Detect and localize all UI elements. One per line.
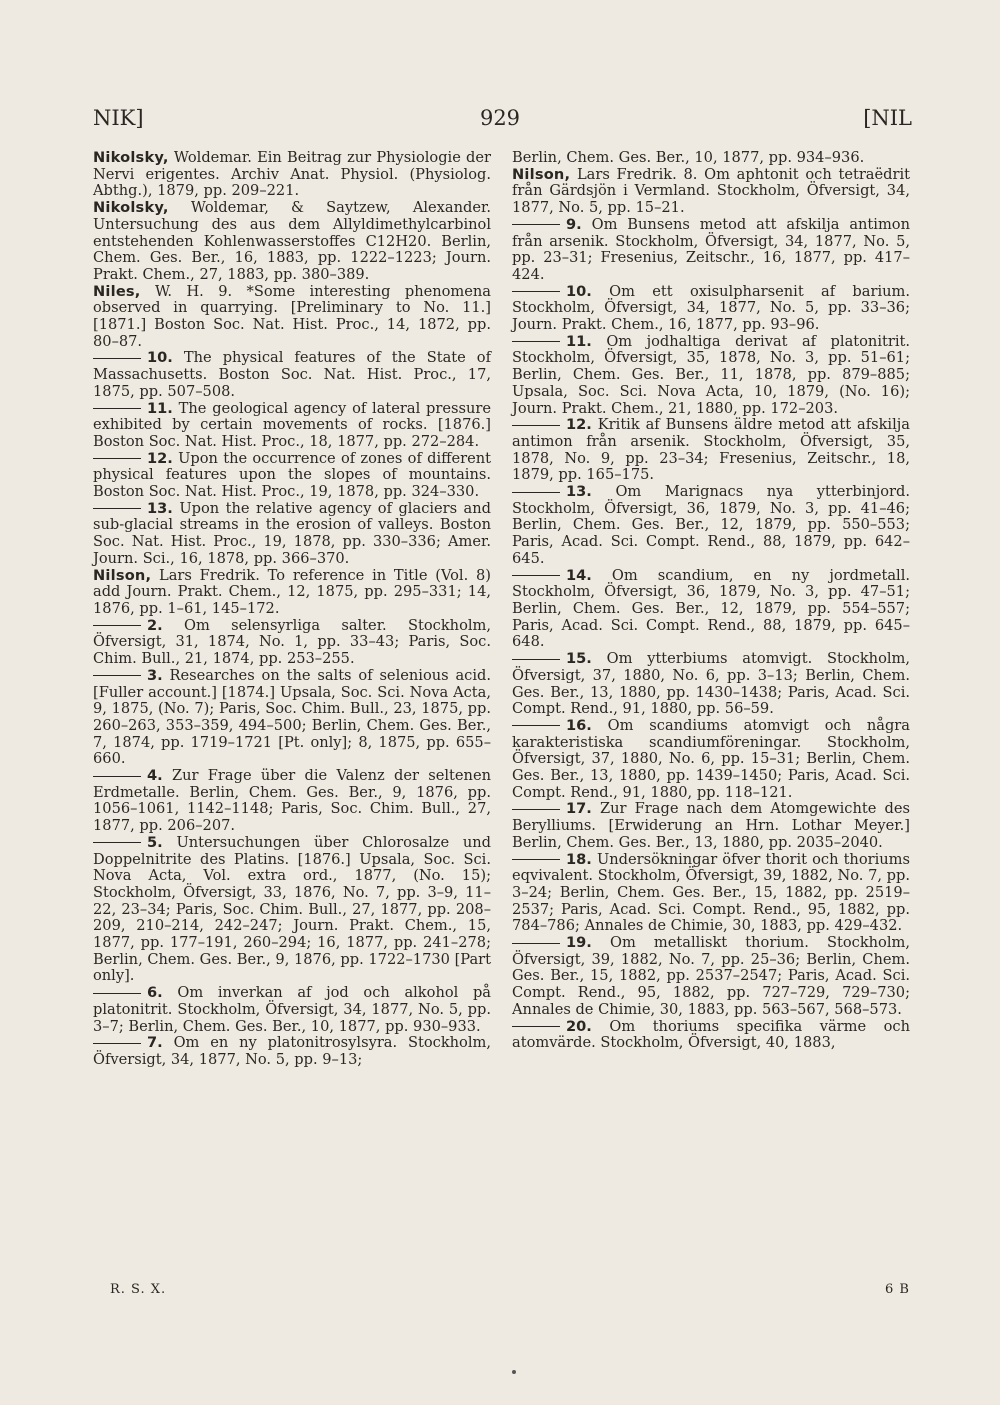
- entry-author: Nilson,: [512, 165, 571, 183]
- entry-number: 12.: [566, 416, 592, 434]
- ditto-dash: [512, 575, 560, 576]
- bibliography-entry: [93, 284, 491, 351]
- entry-text: Kritik af Bunsens äldre metod att afskilja antimon från arsenik. Stockholm, Öfversigt, 35, 1878, No. 9, pp. 23–34; Fresenius, Zeitschr., 18, 1879, pp. 165–175.: [512, 416, 910, 484]
- ditto-dash: [512, 859, 560, 860]
- entry-number: 11.: [566, 332, 592, 350]
- entry-text: Om scandium, en ny jordmetall. Stockholm, Öfversigt, 36, 1879, No. 3, pp. 47–51; Berlin, Chem. Ges. Ber., 12, 1879, pp. 554–557; Paris, Acad. Sci. Compt. Rend., 88, 1879, pp. 645–648.: [512, 566, 910, 651]
- entry-text: Om ytterbiums atomvigt. Stockholm, Öfversigt, 37, 1880, No. 6, pp. 3–13; Berlin, Chem. Ges. Ber., 13, 1880, pp. 1430–1438; Paris, Acad. Sci. Compt. Rend., 91, 1880, pp. 56–59.: [512, 650, 910, 718]
- entry-text: Lars Fredrik. 8. Om aphtonit och tetraëdrit från Gärdsjön i Vermland. Stockholm, Öfversigt, 34, 1877, No. 5, pp. 15–21.: [512, 165, 910, 217]
- bibliography-entry: [93, 451, 491, 501]
- entry-number: 17.: [566, 800, 592, 818]
- bibliography-entry: [93, 501, 491, 568]
- ditto-dash: [512, 1026, 560, 1027]
- bibliography-entry: [512, 1019, 910, 1052]
- ditto-dash: [512, 659, 560, 660]
- bibliography-entry: [93, 200, 491, 284]
- entry-number: 16.: [566, 716, 592, 734]
- ditto-dash: [512, 425, 560, 426]
- entry-text: Zur Frage über die Valenz der seltenen Erdmetalle. Berlin, Chem. Ges. Ber., 9, 1876, pp. 1056–1061, 1142–1148; Paris, Soc. Chim. Bull., 27, 1877, pp. 206–207.: [93, 767, 491, 835]
- ditto-dash: [512, 725, 560, 726]
- bibliography-entry: [512, 284, 910, 334]
- bibliography-entry: [512, 484, 910, 568]
- ditto-dash: [512, 291, 560, 292]
- ditto-dash: [93, 625, 141, 626]
- bibliography-entry: [93, 768, 491, 835]
- ditto-dash: [93, 358, 141, 359]
- bibliography-entry: [512, 217, 910, 284]
- entry-text: Woldemar, & Saytzew, Alexander. Untersuchung des aus dem Allyldimethylcarbinol entstehenden Kohlenwasserstoffes C12H20. Berlin, Chem. Ges. Ber., 16, 1883, pp. 1222–1223; Journ. Prakt. Chem., 27, 1883, pp. 380–389.: [93, 199, 491, 283]
- entry-number: 7.: [147, 1034, 163, 1052]
- bibliography-entry: [512, 801, 910, 851]
- entry-text: Researches on the salts of selenious acid. [Fuller account.] [1874.] Upsala, Soc. Sci. Nova Acta, 9, 1875, (No. 7); Paris, Soc. Chim. Bull., 23, 1875, pp. 260–263, 353–359, 494–500; Berlin, Chem. Ges. Ber., 7, 1874, pp. 1719–1721 [Pt. only]; 8, 1875, pp. 655–660.: [93, 666, 491, 768]
- entry-number: 5.: [147, 833, 163, 851]
- entry-text: W. H. 9. *Some interesting phenomena observed in quarrying. [Preliminary to No. 11.] [1871.] Boston Soc. Nat. Hist. Proc., 14, 1872, pp. 80–87.: [93, 282, 491, 350]
- entry-text: Om selensyrliga salter. Stockholm, Öfversigt, 31, 1874, No. 1, pp. 33–43; Paris, Soc. Chim. Bull., 21, 1874, pp. 253–255.: [93, 616, 491, 668]
- ditto-dash: [512, 224, 560, 225]
- ditto-dash: [512, 943, 560, 944]
- page-number: 929: [479, 106, 521, 130]
- entry-text: Om en ny platonitrosylsyra. Stockholm, Öfversigt, 34, 1877, No. 5, pp. 9–13;: [93, 1034, 491, 1068]
- entry-number: 14.: [566, 566, 592, 584]
- bibliography-entry: [512, 718, 910, 802]
- entry-author: Niles,: [93, 282, 141, 300]
- signature-mark: R. S. X.: [110, 1282, 167, 1297]
- entry-number: 18.: [566, 850, 592, 868]
- entry-text: Om scandiums atomvigt och några karakteristiska scandiumföreningar. Stockholm, Öfversigt, 37, 1880, No. 6, pp. 15–31; Berlin, Chem. Ges. Ber., 13, 1880, pp. 1439–1450; Paris, Acad. Sci. Compt. Rend., 91, 1880, pp. 118–121.: [512, 716, 910, 801]
- entry-text: Om Bunsens metod att afskilja antimon från arsenik. Stockholm, Öfversigt, 34, 1877, No. 5, pp. 23–31; Fresenius, Zeitschr., 16, 1877, pp. 417–424.: [512, 215, 910, 283]
- entry-text: Upon the relative agency of glaciers and sub-glacial streams in the erosion of valleys. Boston Soc. Nat. Hist. Proc., 19, 1878, pp. 330–336; Amer. Journ. Sci., 16, 1878, pp. 366–370.: [93, 499, 491, 567]
- bibliography-entry: [512, 334, 910, 418]
- entry-text: Undersökningar öfver thorit och thoriums eqvivalent. Stockholm, Öfversigt, 39, 1882, No. 7, pp. 3–24; Berlin, Chem. Ges. Ber., 15, 1882, pp. 2519–2537; Paris, Acad. Sci. Compt. Rend., 95, 1882, pp. 784–786; Annales de Chimie, 30, 1883, pp. 429–432.: [512, 850, 910, 935]
- ditto-dash: [93, 842, 141, 843]
- ditto-dash: [93, 458, 141, 459]
- bibliography-entry: [93, 835, 491, 985]
- entry-number: 10.: [147, 349, 173, 367]
- bibliography-entry: [93, 668, 491, 768]
- entry-text: Om metalliskt thorium. Stockholm, Öfversigt, 39, 1882, No. 7, pp. 25–36; Berlin, Chem. Ges. Ber., 15, 1882, pp. 2537–2547; Paris, Acad. Sci. Compt. Rend., 95, 1882, pp. 727–729, 729–730; Annales de Chimie, 30, 1883, pp. 563–567, 568–573.: [512, 934, 910, 1018]
- entry-number: 6.: [147, 984, 163, 1002]
- ditto-dash: [93, 776, 141, 777]
- entry-text: Zur Frage nach dem Atomgewichte des Berylliums. [Erwiderung an Hrn. Lothar Meyer.] Berlin, Chem. Ges. Ber., 13, 1880, pp. 2035–2040.: [512, 800, 910, 851]
- right-column: [512, 150, 910, 1052]
- sheet-mark: 6 B: [885, 1282, 910, 1297]
- entry-text: Upon the occurrence of zones of different physical features upon the slopes of mountains. Boston Soc. Nat. Hist. Proc., 19, 1878, pp. 324–330.: [93, 449, 491, 501]
- ditto-dash: [93, 675, 141, 676]
- ditto-dash: [512, 341, 560, 342]
- entry-number: 9.: [566, 215, 582, 233]
- entry-author: Nilson,: [93, 566, 152, 584]
- page-speck: [512, 1370, 516, 1374]
- entry-text: Untersuchungen über Chlorosalze und Doppelnitrite des Platins. [1876.] Upsala, Soc. Sci. Nova Acta, Vol. extra ord., 1877, (No. 15); Stockholm, Öfversigt, 33, 1876, No. 7, pp. 3–9, 11–22, 23–34; Paris, Soc. Chim. Bull., 27, 1877, pp. 208–209, 210–214, 242–247; Journ. Prakt. Chem., 15, 1877, pp. 177–191, 260–294; 16, 1877, pp. 241–278; Berlin, Chem. Ges. Ber., 9, 1876, pp. 1722–1730 [Part only].: [93, 833, 491, 985]
- entry-text: Woldemar. Ein Beitrag zur Physiologie der Nervi erigentes. Archiv Anat. Physiol. (Physiolog. Abthg.), 1879, pp. 209–221.: [93, 149, 491, 200]
- entry-number: 4.: [147, 767, 163, 785]
- bibliography-entry: [512, 651, 910, 718]
- entry-author: Nikolsky,: [93, 149, 169, 166]
- entry-number: 10.: [566, 282, 592, 300]
- left-column: [93, 150, 491, 1069]
- bibliography-entry: [93, 350, 491, 400]
- ditto-dash: [512, 809, 560, 810]
- running-head-right: [NIL: [863, 106, 912, 130]
- bibliography-entry: [512, 150, 910, 167]
- ditto-dash: [512, 492, 560, 493]
- ditto-dash: [93, 408, 141, 409]
- entry-text: Om inverkan af jod och alkohol på platonitrit. Stockholm, Öfversigt, 34, 1877, No. 5, pp. 3–7; Berlin, Chem. Ges. Ber., 10, 1877, pp. 930–933.: [93, 984, 491, 1035]
- entry-text: Lars Fredrik. To reference in Title (Vol. 8) add Journ. Prakt. Chem., 12, 1875, pp. 295–331; 14, 1876, pp. 1–61, 145–172.: [93, 566, 491, 617]
- entry-text: The physical features of the State of Massachusetts. Boston Soc. Nat. Hist. Proc., 17, 1875, pp. 507–508.: [93, 349, 491, 400]
- bibliography-entry: [93, 150, 491, 200]
- entry-author: Nikolsky,: [93, 199, 169, 217]
- bibliography-entry: [93, 618, 491, 668]
- entry-number: 13.: [147, 499, 173, 517]
- entry-text: Om jodhaltiga derivat af platonitrit. Stockholm, Öfversigt, 35, 1878, No. 3, pp. 51–61; Berlin, Chem. Ges. Ber., 11, 1878, pp. 879–885; Upsala, Soc. Sci. Nova Acta, 10, 1879, (No. 16); Journ. Prakt. Chem., 21, 1880, pp. 172–203.: [512, 332, 910, 417]
- entry-number: 13.: [566, 483, 592, 501]
- running-head-left: NIK]: [93, 106, 144, 130]
- entry-text: Berlin, Chem. Ges. Ber., 10, 1877, pp. 934–936.: [512, 149, 865, 166]
- bibliography-entry: [93, 568, 491, 618]
- entry-number: 19.: [566, 934, 592, 952]
- bibliography-entry: [512, 417, 910, 484]
- entry-text: Om ett oxisulpharsenit af barium. Stockholm, Öfversigt, 34, 1877, No. 5, pp. 33–36; Journ. Prakt. Chem., 16, 1877, pp. 93–96.: [512, 282, 910, 334]
- entry-number: 12.: [147, 449, 173, 467]
- ditto-dash: [93, 508, 141, 509]
- bibliography-entry: [512, 568, 910, 652]
- entry-text: Om thoriums specifika värme och atomvärde. Stockholm, Öfversigt, 40, 1883,: [512, 1017, 910, 1052]
- bibliography-entry: [93, 1035, 491, 1068]
- entry-text: Om Marignacs nya ytterbinjord. Stockholm, Öfversigt, 36, 1879, No. 3, pp. 41–46; Berlin, Chem. Ges. Ber., 12, 1879, pp. 550–553; Paris, Acad. Sci. Compt. Rend., 88, 1879, pp. 642–645.: [512, 483, 910, 567]
- entry-number: 11.: [147, 399, 173, 417]
- entry-number: 3.: [147, 666, 163, 684]
- entry-number: 15.: [566, 650, 592, 668]
- entry-number: 2.: [147, 616, 163, 634]
- entry-text: The geological agency of lateral pressure exhibited by certain movements of rocks. [1876.] Boston Soc. Nat. Hist. Proc., 18, 1877, pp. 272–284.: [93, 399, 491, 450]
- bibliography-entry: [512, 167, 910, 217]
- ditto-dash: [93, 1043, 141, 1044]
- bibliography-entry: [512, 852, 910, 936]
- ditto-dash: [93, 993, 141, 994]
- bibliography-entry: [512, 935, 910, 1019]
- bibliography-entry: [93, 985, 491, 1035]
- entry-number: 20.: [566, 1017, 592, 1035]
- bibliography-entry: [93, 401, 491, 451]
